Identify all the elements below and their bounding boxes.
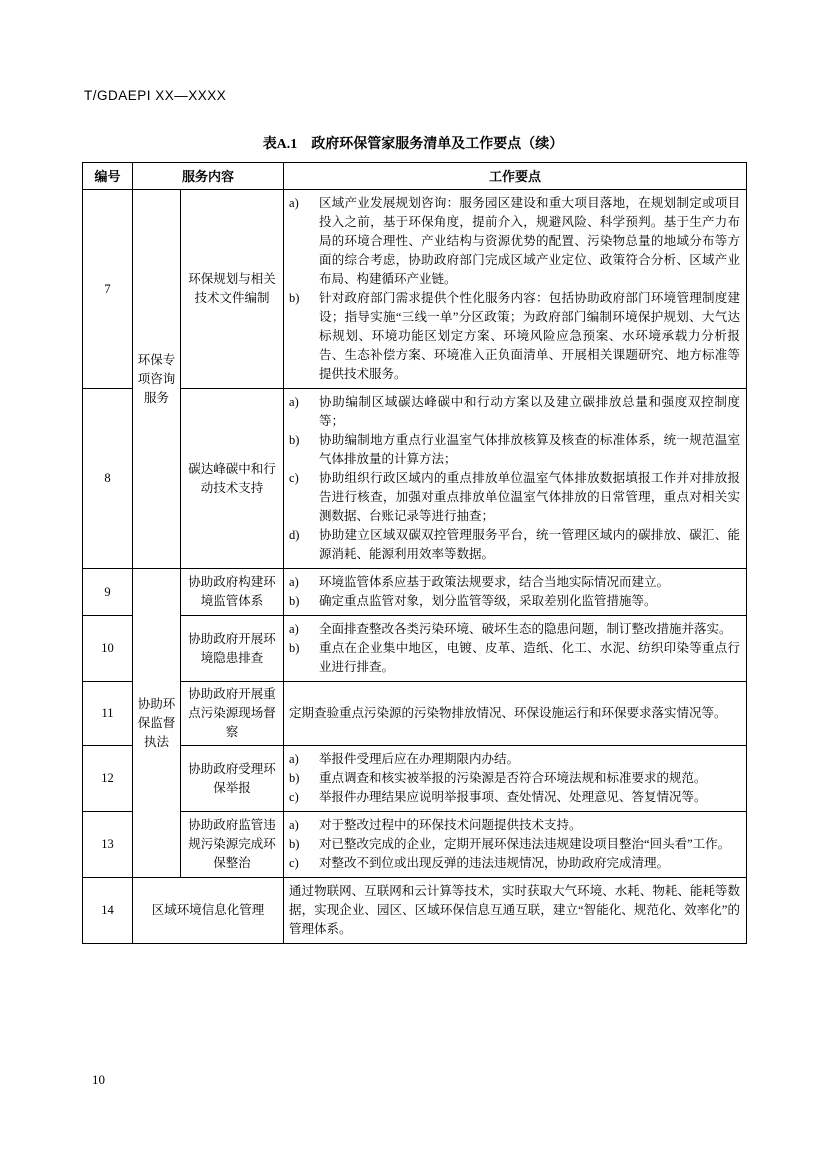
service-item: 协助政府开展重点污染源现场督察 <box>181 682 284 746</box>
work-point <box>289 788 740 807</box>
point-marker: b) <box>289 641 300 655</box>
point-text: 协助组织行政区域内的重点排放单位温室气体排放数据填报工作并对排放报告进行核查，加强对重点排放单位温室气体排放的日常管理，重点对相关实测数据、台账记录等进行抽查； <box>319 471 741 523</box>
point-marker: b) <box>289 771 300 785</box>
point-marker: b) <box>289 433 300 447</box>
point-text: 确定重点监管对象，划分监管等级，采取差别化监管措施等。 <box>319 594 657 608</box>
service-item: 协助政府监管违规污染源完成环保整治 <box>181 812 284 878</box>
work-point <box>289 769 740 788</box>
point-marker: a) <box>289 395 299 409</box>
col-header-number: 编号 <box>83 163 133 190</box>
work-point <box>289 393 740 431</box>
point-marker: a) <box>289 575 299 589</box>
work-point <box>289 854 740 873</box>
page-number: 10 <box>92 1072 105 1087</box>
row-number: 12 <box>83 746 133 812</box>
point-marker: a) <box>289 752 299 766</box>
work-point <box>289 194 740 289</box>
point-text: 区域产业发展规划咨询：服务园区建设和重大项目落地，在规划制定或项目投入之前，基于环保角度，提前介入，规避风险、科学预判。基于生产力布局的环境合理性、产业结构与资源优势的配置、污染物总量的地域分布等方面的综合考虑，协助政府部门完成区域产业定位、政策符合分析、区域产业布局、构建循环产业链。 <box>319 196 741 286</box>
point-marker: a) <box>289 818 299 832</box>
work-point <box>289 573 740 592</box>
work-point <box>289 750 740 769</box>
service-group-consulting: 环保专项咨询服务 <box>133 190 181 569</box>
work-point <box>289 592 740 611</box>
table-row-12 <box>83 746 747 812</box>
point-text: 通过物联网、互联网和云计算等技术，实时获取大气环境、水耗、物耗、能耗等数据，实现企业、园区、区域环保信息互通互联，建立“智能化、规范化、效率化”的管理体系。 <box>289 884 741 936</box>
point-text: 协助编制区域碳达峰碳中和行动方案以及建立碳排放总量和强度双控制度等； <box>319 395 741 428</box>
table-row-11 <box>83 682 747 746</box>
point-text: 全面排查整改各类污染环境、破坏生态的隐患问题，制订整改措施并落实。 <box>319 622 732 636</box>
document-code: T/GDAEPI XX—XXXX <box>84 88 227 103</box>
work-point <box>289 816 740 835</box>
service-table <box>82 162 747 944</box>
point-text: 重点调查和核实被举报的污染源是否符合环境法规和标准要求的规范。 <box>319 771 707 785</box>
point-text: 举报件办理结果应说明举报事项、查处情况、处理意见、答复情况等。 <box>319 790 707 804</box>
service-group-supervision: 协助环保监督执法 <box>133 569 181 878</box>
work-points <box>284 190 747 389</box>
work-points <box>284 389 747 569</box>
table-row-8 <box>83 389 747 569</box>
row-number: 7 <box>83 190 133 389</box>
point-marker: c) <box>289 790 299 804</box>
table-title: 表A.1 政府环保管家服务清单及工作要点（续） <box>262 137 564 152</box>
point-text: 针对政府部门需求提供个性化服务内容：包括协助政府部门环境管理制度建设；指导实施“三线一单”分区政策；为政府部门编制环境保护规划、大气达标规划、环境功能区划定方案、环境风险应急预案、水环境承载力分析报告、生态补偿方案、环境准入正负面清单、开展相关课题研究、地方标准等提供技术服务。 <box>319 291 741 381</box>
work-point <box>289 431 740 469</box>
work-points <box>284 878 747 944</box>
point-marker: a) <box>289 196 299 210</box>
point-marker: d) <box>289 528 300 542</box>
point-text: 对已整改完成的企业，定期开展环保违法违规建设项目整治“回头看”工作。 <box>319 837 731 851</box>
work-point <box>289 639 740 677</box>
point-marker: b) <box>289 837 300 851</box>
point-text: 定期查验重点污染源的污染物排放情况、环保设施运行和环保要求落实情况等。 <box>289 706 727 720</box>
row-number: 9 <box>83 569 133 616</box>
row-number: 8 <box>83 389 133 569</box>
table-row-14 <box>83 878 747 944</box>
point-marker: b) <box>289 594 300 608</box>
table-row-13 <box>83 812 747 878</box>
point-text: 协助编制地方重点行业温室气体排放核算及核查的标准体系，统一规范温室气体排放量的计算方法； <box>319 433 741 466</box>
point-text: 对于整改过程中的环保技术问题提供技术支持。 <box>319 818 582 832</box>
point-text: 举报件受理后应在办理期限内办结。 <box>319 752 520 766</box>
point-text: 协助建立区域双碳双控管理服务平台，统一管理区域内的碳排放、碳汇、能源消耗、能源利用效率等数据。 <box>319 528 741 561</box>
table-row-10 <box>83 616 747 682</box>
row-number: 13 <box>83 812 133 878</box>
service-item: 环保规划与相关技术文件编制 <box>181 190 284 389</box>
point-marker: a) <box>289 622 299 636</box>
point-marker: c) <box>289 471 299 485</box>
service-item: 区域环境信息化管理 <box>133 878 284 944</box>
work-points <box>284 746 747 812</box>
table-row-9 <box>83 569 747 616</box>
work-points <box>284 812 747 878</box>
col-header-points: 工作要点 <box>284 163 747 190</box>
table-row-7 <box>83 190 747 389</box>
point-marker: b) <box>289 291 300 305</box>
service-item: 协助政府受理环保举报 <box>181 746 284 812</box>
service-item: 协助政府开展环境隐患排查 <box>181 616 284 682</box>
work-point <box>289 469 740 526</box>
work-point <box>289 526 740 564</box>
work-point <box>289 620 740 639</box>
row-number: 11 <box>83 682 133 746</box>
service-item: 协助政府构建环境监管体系 <box>181 569 284 616</box>
table-header-row <box>83 163 747 190</box>
work-point <box>289 289 740 384</box>
work-point <box>289 835 740 854</box>
point-text: 重点在企业集中地区，电镀、皮革、造纸、化工、水泥、纺织印染等重点行业进行排查。 <box>319 641 741 674</box>
work-points <box>284 569 747 616</box>
work-points <box>284 682 747 746</box>
service-item: 碳达峰碳中和行动技术支持 <box>181 389 284 569</box>
point-marker: c) <box>289 856 299 870</box>
work-points <box>284 616 747 682</box>
row-number: 10 <box>83 616 133 682</box>
row-number: 14 <box>83 878 133 944</box>
col-header-service: 服务内容 <box>133 163 284 190</box>
point-text: 对整改不到位或出现反弹的违法违规情况，协助政府完成清理。 <box>319 856 670 870</box>
point-text: 环境监管体系应基于政策法规要求，结合当地实际情况而建立。 <box>319 575 670 589</box>
